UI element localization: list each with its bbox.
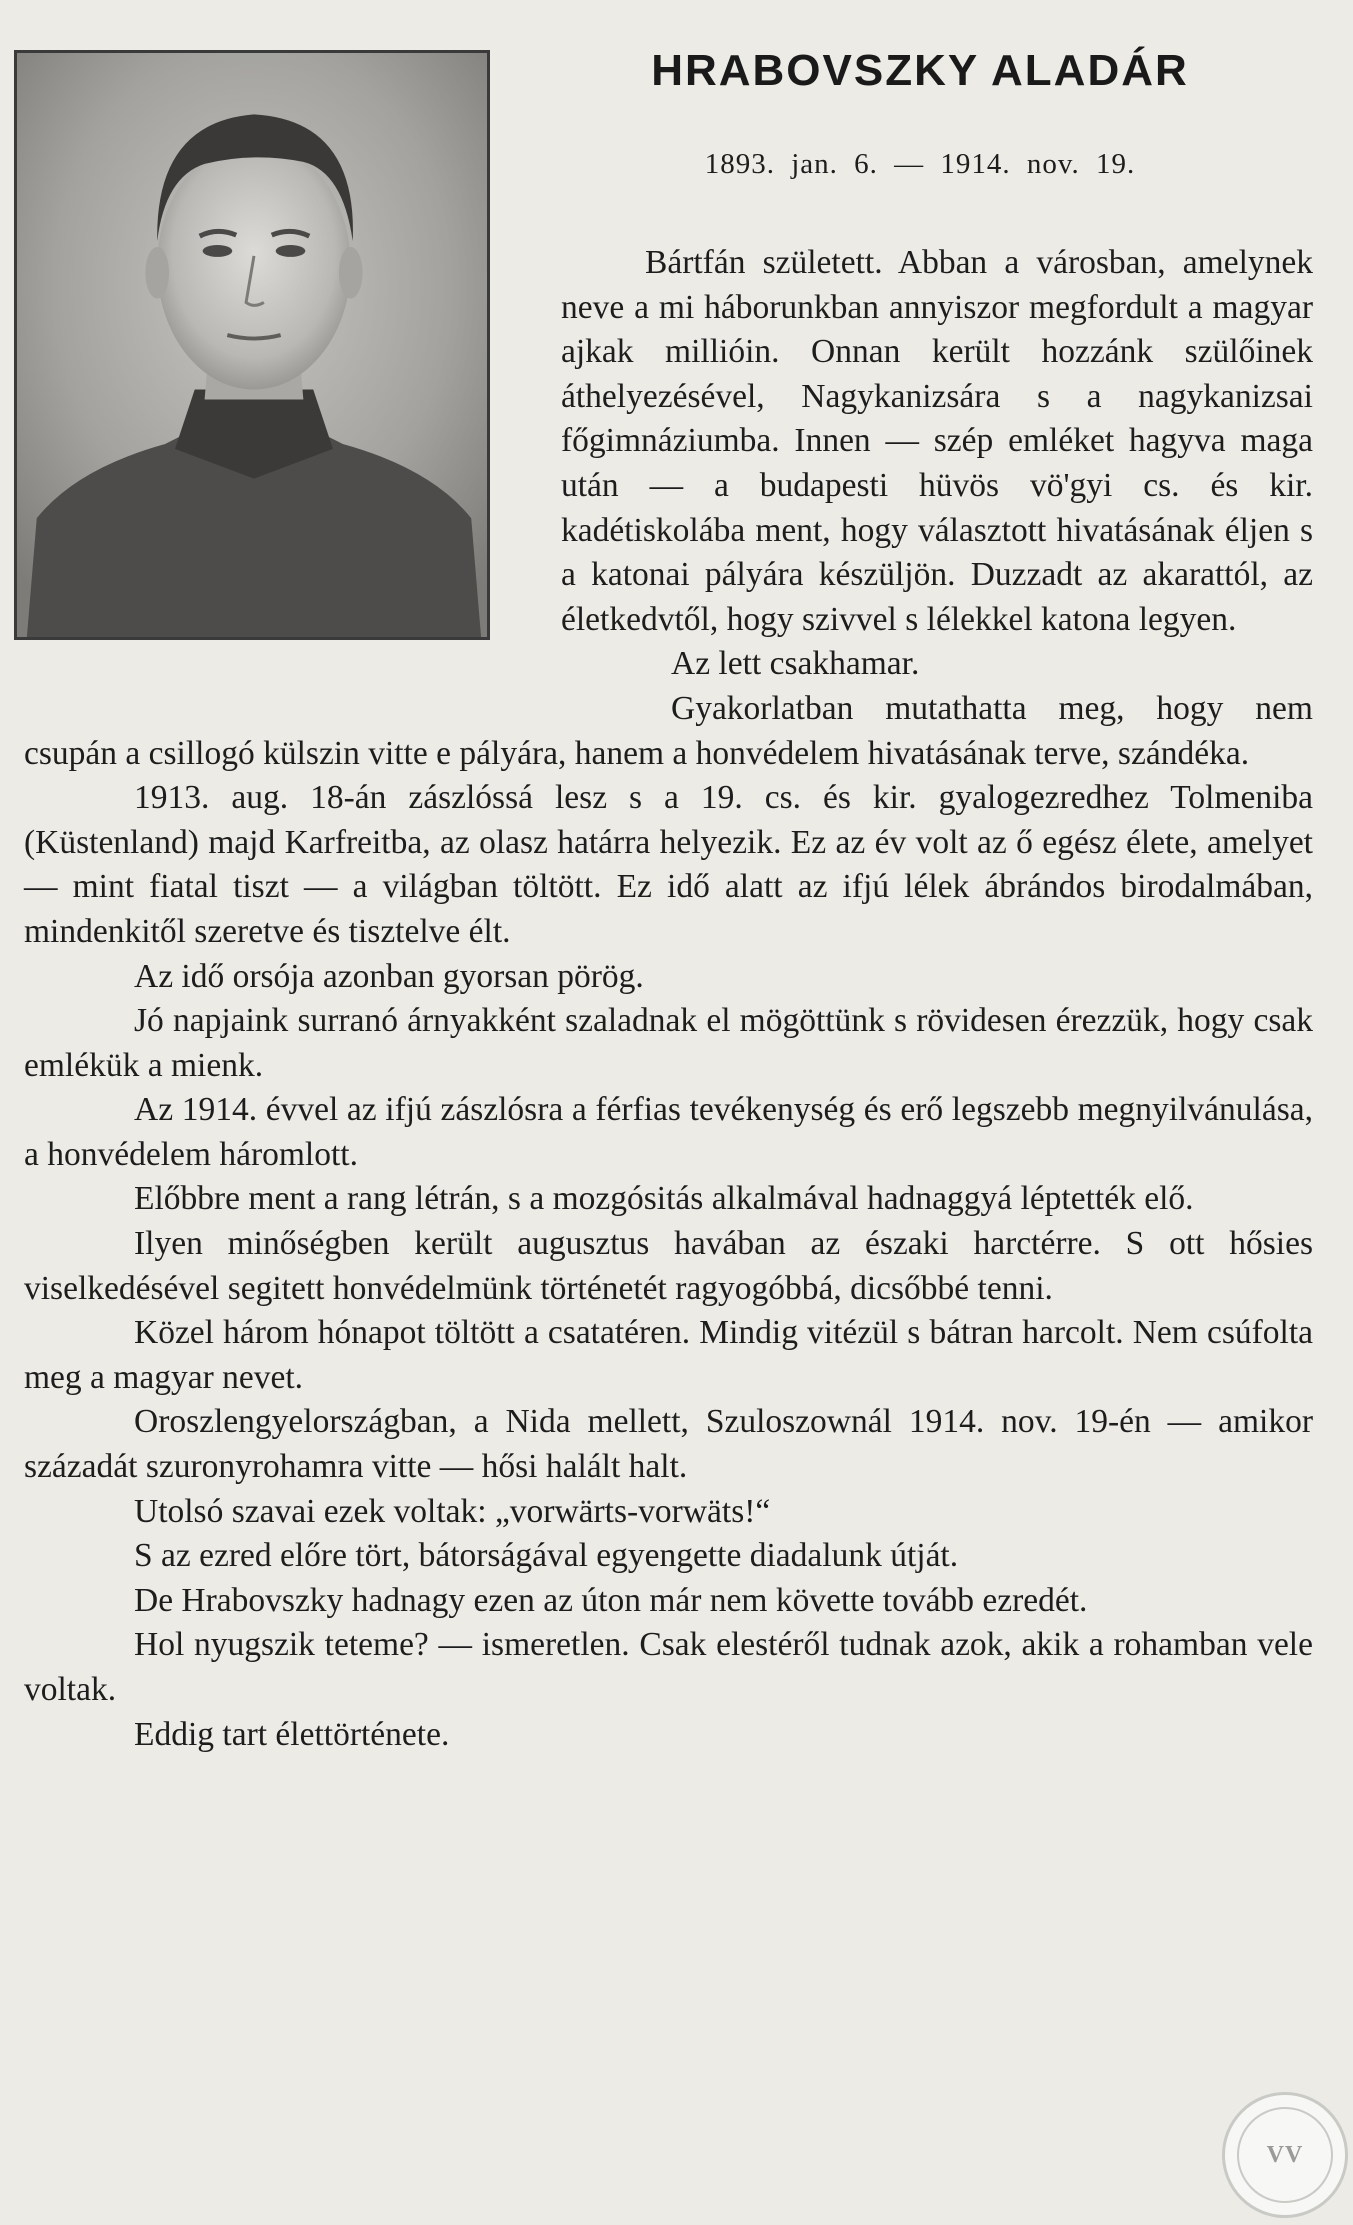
life-dates: 1893. jan. 6. — 1914. nov. 19.: [704, 148, 1136, 180]
paragraph: Az lett csakhamar.: [671, 645, 920, 683]
paragraph: De Hrabovszky hadnagy ezen az úton már nem követte tovább ezredét.: [134, 1581, 1088, 1619]
paragraph: Jó napjaink surranó árnyakként szaladnak el mögöttünk s rövidesen érezzük, hogy csak emlékük a mienk.: [24, 1002, 1313, 1084]
paragraph: Az idő orsója azonban gyorsan pörög.: [134, 957, 644, 995]
paragraph: Gyakorlatban mutathatta meg, hogy nem csupán a csillogó külszin vitte e pályára, hanem a honvédelem hivatásának terve, szándéka.: [24, 689, 1313, 772]
page-title: HRABOVSZKY ALADÁR: [651, 46, 1189, 95]
paragraph: Hol nyugszik teteme? — ismeretlen. Csak elestéről tudnak azok, akik a rohamban vele voltak.: [24, 1626, 1313, 1708]
archive-stamp: [1222, 2092, 1348, 2218]
stamp-monogram: VV: [1237, 2107, 1333, 2203]
paragraph: Az 1914. évvel az ifjú zászlósra a férfias tevékenység és erő legszebb megnyilvánulása, a honvédelem háromlott.: [24, 1091, 1313, 1173]
paragraph: Eddig tart élettörténete.: [134, 1715, 450, 1753]
paragraph: Előbbre ment a rang létrán, s a mozgósitás alkalmával hadnaggyá léptették elő.: [134, 1180, 1194, 1218]
paragraph: Bártfán született. Abban a városban, amelynek neve a mi háborunkban annyiszor megfordult a magyar ajkak millióin. Onnan került hozzánk szülőinek áthelyezésével, Nagykanizsára s a nagykanizsai főgimnáziumba. Innen — szép emléket hagyva maga után — a budapesti hüvös vö'gyi cs. és kir. kadétiskolába ment, hogy választott hivatásának éljen s a katonai pályára készüljön. Duzzadt az akarattól, az életkedvtől, hogy szivvel s lélekkel katona legyen.: [561, 244, 1313, 638]
paragraph: 1913. aug. 18-án zászlóssá lesz s a 19. cs. és kir. gyalogezredhez Tolmeniba (Küstenland) majd Karfreitba, az olasz határra helyezik. Ez az év volt az ő egész élete, amelyet — mint fiatal tiszt — a világban töltött. Ez idő alatt az ifjú lélek ábrándos birodalmában, mindenkitől szeretve és tisztelve élt.: [24, 779, 1313, 950]
paragraph: Ilyen minőségben került augusztus havában az északi harctérre. S ott hősies viselkedésével segitett honvédelmünk történetét ragyogóbbá, dicsőbbé tenni.: [24, 1225, 1313, 1307]
biography-text: [24, 241, 1313, 1757]
paragraph: S az ezred előre tört, bátorságával egyengette diadalunk útját.: [134, 1537, 959, 1575]
paragraph: Oroszlengyelországban, a Nida mellett, Szuloszownál 1914. nov. 19-én — amikor századát szuronyrohamra vitte — hősi halált halt.: [24, 1403, 1313, 1486]
paragraph: Utolsó szavai ezek voltak: „vorwärts-vorwäts!“: [134, 1492, 771, 1530]
paragraph: Közel három hónapot töltött a csatatéren. Mindig vitézül s bátran harcolt. Nem csúfolta meg a magyar nevet.: [24, 1314, 1313, 1396]
photo-wrap-space: [24, 241, 561, 687]
